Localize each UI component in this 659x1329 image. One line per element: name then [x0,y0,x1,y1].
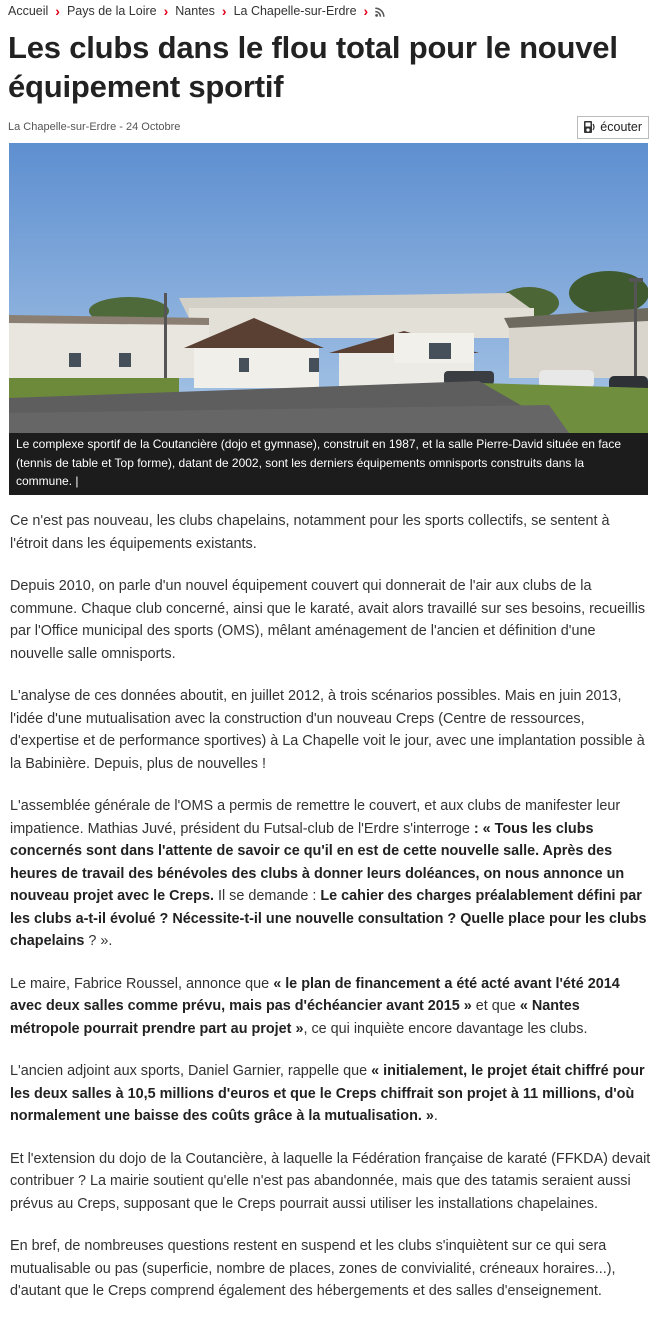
article-paragraph [10,685,651,775]
breadcrumb [0,0,659,22]
breadcrumb-link-city[interactable]: Nantes [175,4,215,18]
breadcrumb-link-commune[interactable]: La Chapelle-sur-Erdre [233,4,357,18]
speaker-icon [582,120,596,134]
article-title: Les clubs dans le flou total pour le nouvel équipement sportif [8,30,618,104]
breadcrumb-link-accueil[interactable]: Accueil [8,4,49,18]
paragraph-text: En bref, de nombreuses questions restent en suspend et les clubs s'inquiètent sur ce qui sera mutualisable ou pas (superficie, nombre de places, zones de convivialité, créneaux horaires...), d'autant que le Creps comprend également des hébergements et des salles d'enseignement. [10,1238,616,1299]
article-paragraph [10,1148,651,1216]
quote-text: « initialement, le projet était chiffré pour les deux salles à 10,5 millions d'euros et que le Creps chiffrait son projet à 11 millions, d'où normalement une baisse des coûts grâce à la mutualisation. » [10,1063,645,1124]
paragraph-text: , ce qui inquiète encore davantage les clubs. [303,1020,588,1037]
paragraph-text: et que [471,998,520,1014]
article-paragraph [10,575,651,665]
paragraph-text: L'assemblée générale de l'OMS a permis de remettre le couvert, et aux clubs de manifester leur impatience. Mathias Juvé, président du Futsal-club de l'Erdre s'interroge [10,798,621,837]
photo-caption: Le complexe sportif de la Coutancière (dojo et gymnase), construit en 1987, et la salle Pierre-David située en face (tennis de table et Top forme), datant de 2002, sont les derniers équipements omnisports construits dans la commune. | [9,433,648,495]
breadcrumb-link-region[interactable]: Pays de la Loire [66,4,157,18]
article-body [10,510,651,1303]
chevron-right-icon: › [363,3,369,19]
paragraph-text: Depuis 2010, on parle d'un nouvel équipement couvert qui donnerait de l'air aux clubs de la commune. Chaque club concerné, ainsi que le karaté, avait alors travaillé sur ses besoins, recueillis par l'Office municipal des sports (OMS), mêlant aménagement de l'ancien et définition d'une nouvelle salle omnisports. [10,578,646,662]
article-paragraph [10,795,651,953]
byline: La Chapelle-sur-Erdre - 24 Octobre [8,121,181,133]
quote-text: : « Tous les clubs concernés sont dans l'attente de savoir ce qu'il en est de cette nouvelle salle. Après des heures de travail des bénévoles des clubs à donner leurs doléances, on nous annonce un nouveau projet avec le Creps. [10,820,625,904]
rss-icon[interactable] [375,6,385,16]
paragraph-text: Il se demande : [213,888,321,904]
article-meta [8,115,649,139]
paragraph-text: Et l'extension du dojo de la Coutancière, à laquelle la Fédération française de karaté (FFKDA) devait contribuer ? La mairie soutient qu'elle n'est pas abandonnée, mais que des tatamis seraient aussi prévus au Creps, supposant que le Creps pourrait aussi utiliser les installations chapelaines. [10,1150,651,1212]
article-paragraph [10,973,651,1041]
article-photo [9,143,648,433]
article-paragraph [10,510,651,555]
sports-complex-photo [9,143,648,433]
paragraph-text: Ce n'est pas nouveau, les clubs chapelains, notamment pour les sports collectifs, se sentent à l'étroit dans les équipements existants. [10,513,610,552]
paragraph-text: L'ancien adjoint aux sports, Daniel Garnier, rappelle que [10,1063,372,1079]
chevron-right-icon: › [55,3,60,19]
article-paragraph [10,1060,651,1128]
listen-button[interactable] [577,116,649,139]
article-paragraph [10,1235,651,1303]
listen-label: écouter [600,120,642,134]
quote-text: « Nantes métropole pourrait prendre part au projet » [10,998,580,1037]
paragraph-text: . [433,1108,438,1124]
chevron-right-icon: › [221,3,227,19]
paragraph-text: L'analyse de ces données aboutit, en juillet 2012, à trois scénarios possibles. Mais en juin 2013, l'idée d'une mutualisation avec la construction d'un nouveau Creps (Centre de ressources, d'expertise et de performance sportives) à La Chapelle voit le jour, avec une implantation possible à la Babinière. Depuis, plus de nouvelles ! [10,688,645,772]
paragraph-text: ? ». [84,933,113,949]
chevron-right-icon: › [163,3,169,19]
paragraph-text: Le maire, Fabrice Roussel, annonce que [10,975,274,992]
quote-text: « le plan de financement a été acté avant l'été 2014 avec deux salles comme prévu, mais pas d'échéancier avant 2015 » [10,975,620,1014]
quote-text: Le cahier des charges préalablement défini par les clubs a-t-il évolué ? Nécessite-t-il une nouvelle consultation ? Quelle place pour les clubs chapelains [10,888,647,949]
